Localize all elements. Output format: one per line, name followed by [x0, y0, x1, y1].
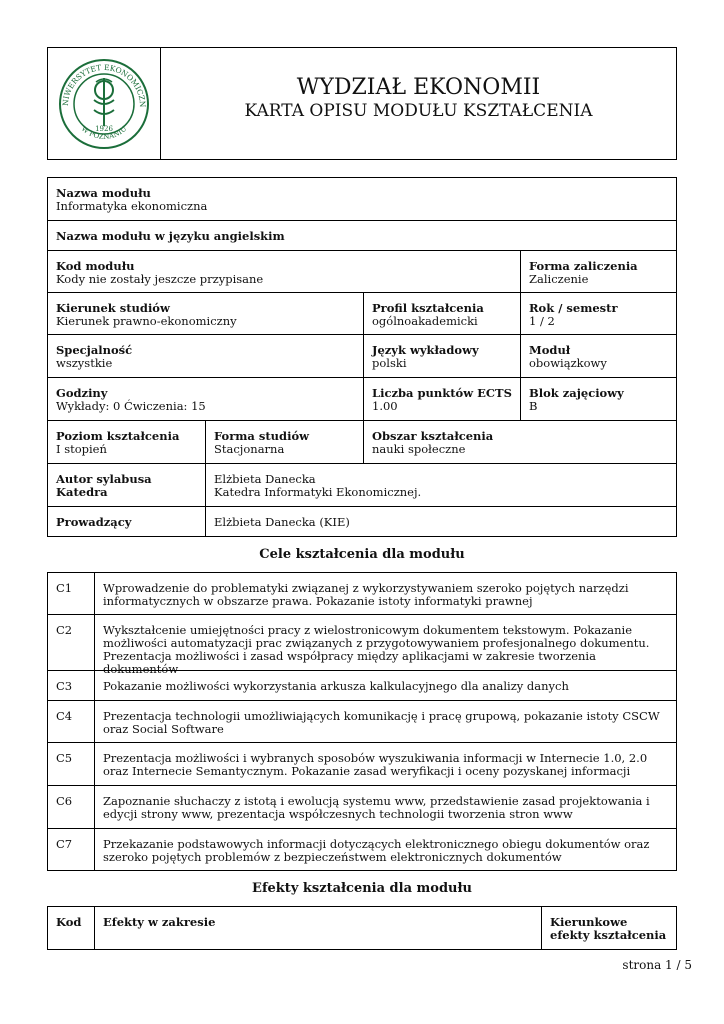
card-subtitle: KARTA OPISU MODUŁU KSZTAŁCENIA — [244, 101, 593, 121]
author-label: Autor sylabusa — [56, 472, 152, 486]
assessment-form-value: Zaliczenie — [529, 272, 589, 286]
area-value: nauki społeczne — [372, 442, 466, 456]
ects-label: Liczba punktów ECTS — [372, 386, 512, 400]
specialty-label: Specjalność — [56, 343, 133, 357]
effects-col-directional: Kierunkowe efekty kształcenia — [541, 906, 677, 950]
goal-code: C2 — [47, 614, 95, 671]
education-level-cell — [47, 420, 206, 464]
year-semester-cell — [520, 292, 677, 335]
module-name-label: Nazwa modułu — [56, 186, 151, 200]
education-level-label: Poziom kształcenia — [56, 429, 180, 443]
module-code-value: Kody nie zostały jeszcze przypisane — [56, 272, 264, 286]
ects-cell — [363, 377, 521, 421]
field-of-study-value: Kierunek prawno-ekonomiczny — [56, 314, 237, 328]
hours-cell — [47, 377, 364, 421]
goal-text: Wprowadzenie do problematyki związanej z wykorzystywaniem szeroko pojętych narzędzi informatycznych w obszarze prawa. Pokazanie istoty informatyki prawnej — [94, 572, 677, 615]
svg-text:W POZNANIU: W POZNANIU — [79, 124, 129, 141]
goal-code: C6 — [47, 785, 95, 829]
module-name-en-cell — [47, 220, 677, 251]
goal-text: Prezentacja możliwości i wybranych sposobów wyszukiwania informacji w Internecie 1.0, 2.0 oraz Internecie Semantycznym. Pokazanie zasad weryfikacji i oceny pozyskanej informacji — [94, 742, 677, 786]
lecturer-label-cell — [47, 506, 206, 537]
field-of-study-label: Kierunek studiów — [56, 301, 170, 315]
specialty-value: wszystkie — [56, 356, 113, 370]
department-value: Katedra Informatyki Ekonomicznej. — [214, 485, 422, 499]
university-logo-cell — [48, 48, 161, 159]
goal-code: C3 — [47, 670, 95, 701]
svg-text:1926: 1926 — [95, 125, 113, 133]
goal-code: C4 — [47, 700, 95, 743]
profile-value: ogólnoakademicki — [372, 314, 478, 328]
effects-col-code: Kod — [47, 906, 95, 950]
header-titles — [161, 48, 676, 159]
svg-text:UNIWERSYTET EKONOMICZNY: NIWERSYTET EKONOMICZN — [60, 62, 148, 108]
university-seal-icon — [48, 48, 160, 159]
author-values-cell — [205, 463, 677, 507]
lecturer-value: Elżbieta Danecka (KIE) — [214, 515, 350, 529]
study-form-label: Forma studiów — [214, 429, 310, 443]
goal-code: C1 — [47, 572, 95, 615]
education-level-value: I stopień — [56, 442, 107, 456]
department-label: Katedra — [56, 485, 108, 499]
class-block-label: Blok zajęciowy — [529, 386, 624, 400]
class-block-cell — [520, 377, 677, 421]
profile-cell — [363, 292, 521, 335]
class-block-value: B — [529, 399, 538, 413]
area-cell — [363, 420, 677, 464]
module-type-value: obowiązkowy — [529, 356, 607, 370]
hours-label: Godziny — [56, 386, 108, 400]
profile-label: Profil kształcenia — [372, 301, 484, 315]
language-value: polski — [372, 356, 407, 370]
page-number: strona 1 / 5 — [622, 958, 692, 972]
module-name-value: Informatyka ekonomiczna — [56, 199, 208, 213]
study-form-value: Stacjonarna — [214, 442, 285, 456]
module-name-en-label: Nazwa modułu w języku angielskim — [56, 229, 285, 243]
field-of-study-cell — [47, 292, 364, 335]
year-semester-label: Rok / semestr — [529, 301, 618, 315]
module-type-cell — [520, 334, 677, 378]
lecturer-label: Prowadzący — [56, 515, 132, 529]
author-labels-cell — [47, 463, 206, 507]
goal-text: Wykształcenie umiejętności pracy z wielostronicowym dokumentem tekstowym. Pokazanie możliwości automatyzacji prac związanych z przygotowywaniem profesjonalnego dokumentu. Prezentacja możliwości i zasad współpracy między aplikacjami w zakresie tworzenia dokumentów — [94, 614, 677, 671]
goal-code: C5 — [47, 742, 95, 786]
author-value: Elżbieta Danecka — [214, 472, 316, 486]
goal-text: Pokazanie możliwości wykorzystania arkusza kalkulacyjnego dla analizy danych — [94, 670, 677, 701]
hours-value: Wykłady: 0 Ćwiczenia: 15 — [56, 399, 206, 413]
faculty-title: WYDZIAŁ EKONOMII — [296, 75, 541, 100]
goals-section-title: Cele kształcenia dla modułu — [259, 547, 465, 562]
area-label: Obszar kształcenia — [372, 429, 494, 443]
goal-text: Zapoznanie słuchaczy z istotą i ewolucją systemu www, przedstawienie zasad projektowania i edycji strony www, prezentacja współczesnych technologii tworzenia stron www — [94, 785, 677, 829]
module-name-cell — [47, 177, 677, 221]
language-cell — [363, 334, 521, 378]
year-semester-value: 1 / 2 — [529, 314, 555, 328]
module-code-cell — [47, 250, 521, 293]
lecturer-value-cell — [205, 506, 677, 537]
specialty-cell — [47, 334, 364, 378]
goal-text: Przekazanie podstawowych informacji dotyczących elektronicznego obiegu dokumentów oraz szeroko pojętych problemów z bezpieczeństwem elektronicznych dokumentów — [94, 828, 677, 871]
goal-code: C7 — [47, 828, 95, 871]
study-form-cell — [205, 420, 364, 464]
document-header — [47, 47, 677, 160]
language-label: Język wykładowy — [372, 343, 479, 357]
goal-text: Prezentacja technologii umożliwiających komunikację i pracę grupową, pokazanie istoty CSCW oraz Social Software — [94, 700, 677, 743]
assessment-form-label: Forma zaliczenia — [529, 259, 638, 273]
ects-value: 1.00 — [372, 399, 398, 413]
effects-col-scope: Efekty w zakresie — [94, 906, 542, 950]
assessment-form-cell — [520, 250, 677, 293]
module-code-label: Kod modułu — [56, 259, 135, 273]
module-type-label: Moduł — [529, 343, 571, 357]
effects-section-title: Efekty kształcenia dla modułu — [252, 881, 472, 896]
